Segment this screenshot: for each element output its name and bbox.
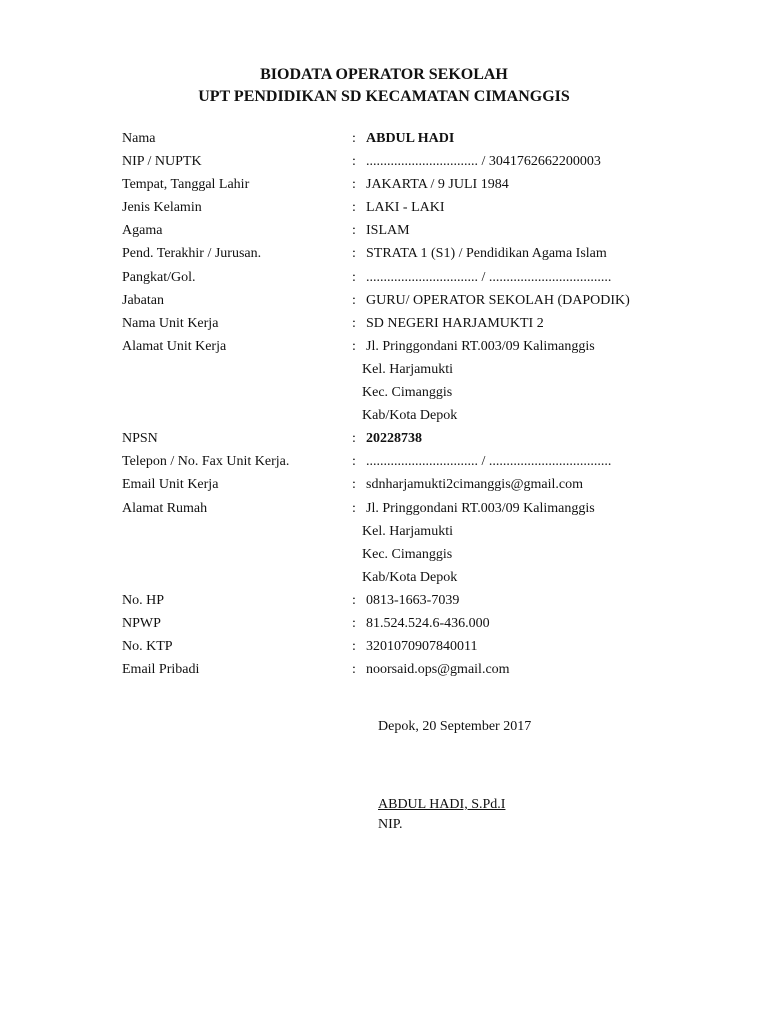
field-label: No. HP xyxy=(122,592,165,608)
field-value-continuation: Kec. Cimanggis xyxy=(362,385,453,401)
signatory-nip: NIP. xyxy=(378,817,403,832)
field-label: Nama Unit Kerja xyxy=(122,315,219,331)
field-colon: : xyxy=(352,338,356,354)
field-value: SD NEGERI HARJAMUKTI 2 xyxy=(366,315,544,331)
field-colon: : xyxy=(352,431,356,447)
field-colon: : xyxy=(352,246,356,262)
field-label: Jabatan xyxy=(122,292,164,308)
field-label: NPSN xyxy=(122,431,158,447)
field-colon: : xyxy=(352,662,356,678)
signatory-name: ABDUL HADI, S.Pd.I xyxy=(378,797,506,812)
field-label: Alamat Rumah xyxy=(122,500,208,516)
field-row xyxy=(122,312,682,335)
field-label: Pangkat/Gol. xyxy=(122,269,196,285)
field-colon: : xyxy=(352,131,356,146)
field-value: ................................ / ................................... xyxy=(366,269,612,285)
field-label: Email Unit Kerja xyxy=(122,477,219,493)
place-date: Depok, 20 September 2017 xyxy=(378,719,532,734)
field-label: Email Pribadi xyxy=(122,662,200,678)
field-label: Agama xyxy=(122,223,163,239)
field-value: ABDUL HADI xyxy=(366,131,455,146)
field-row xyxy=(122,289,682,312)
field-value: LAKI - LAKI xyxy=(366,200,445,216)
field-row-continuation xyxy=(122,404,682,427)
field-row-continuation xyxy=(122,358,682,381)
field-value: Jl. Pringgondani RT.003/09 Kalimanggis xyxy=(366,500,595,516)
field-value: JAKARTA / 9 JULI 1984 xyxy=(366,177,509,193)
field-value-continuation: Kel. Harjamukti xyxy=(362,361,453,377)
field-row xyxy=(122,635,682,658)
field-colon: : xyxy=(352,223,356,239)
field-row xyxy=(122,173,682,196)
field-label: Tempat, Tanggal Lahir xyxy=(122,177,250,193)
field-value: STRATA 1 (S1) / Pendidikan Agama Islam xyxy=(366,246,607,262)
field-row xyxy=(122,266,682,289)
field-row xyxy=(122,335,682,358)
field-value-continuation: Kel. Harjamukti xyxy=(362,523,453,539)
field-label: Pend. Terakhir / Jurusan. xyxy=(122,246,262,262)
field-label: NPWP xyxy=(122,615,161,631)
field-row xyxy=(122,150,682,173)
document-title: BIODATA OPERATOR SEKOLAH xyxy=(260,66,508,83)
field-value-continuation: Kab/Kota Depok xyxy=(362,569,458,585)
field-colon: : xyxy=(352,500,356,516)
field-colon: : xyxy=(352,292,356,308)
field-label: Jenis Kelamin xyxy=(122,200,202,216)
field-row xyxy=(122,242,682,265)
field-row xyxy=(122,497,682,520)
field-row xyxy=(122,473,682,496)
field-value: ................................ / ................................... xyxy=(366,454,612,470)
field-colon: : xyxy=(352,454,356,470)
field-row xyxy=(122,127,682,150)
field-value: ................................ / 3041762662200003 xyxy=(366,154,601,170)
field-colon: : xyxy=(352,269,356,285)
field-value-continuation: Kec. Cimanggis xyxy=(362,546,453,562)
biodata-fields xyxy=(122,127,682,681)
field-row xyxy=(122,196,682,219)
field-row-continuation xyxy=(122,520,682,543)
field-row xyxy=(122,612,682,635)
field-label: No. KTP xyxy=(122,639,173,655)
field-value: sdnharjamukti2cimanggis@gmail.com xyxy=(366,477,584,493)
field-label: Nama xyxy=(122,131,156,146)
field-colon: : xyxy=(352,615,356,631)
field-colon: : xyxy=(352,154,356,170)
field-colon: : xyxy=(352,177,356,193)
field-value: ISLAM xyxy=(366,223,410,239)
field-row xyxy=(122,427,682,450)
field-value: GURU/ OPERATOR SEKOLAH (DAPODIK) xyxy=(366,292,630,308)
field-colon: : xyxy=(352,477,356,493)
field-colon: : xyxy=(352,592,356,608)
field-colon: : xyxy=(352,200,356,216)
field-value: Jl. Pringgondani RT.003/09 Kalimanggis xyxy=(366,338,595,354)
field-value: noorsaid.ops@gmail.com xyxy=(366,662,510,678)
field-value: 20228738 xyxy=(366,431,422,447)
field-row xyxy=(122,219,682,242)
field-row xyxy=(122,658,682,681)
field-row-continuation xyxy=(122,543,682,566)
field-value: 3201070907840011 xyxy=(366,639,478,655)
field-label: Alamat Unit Kerja xyxy=(122,338,227,354)
field-colon: : xyxy=(352,315,356,331)
field-value: 0813-1663-7039 xyxy=(366,592,460,608)
field-value: 81.524.524.6-436.000 xyxy=(366,615,490,631)
field-row xyxy=(122,589,682,612)
field-colon: : xyxy=(352,639,356,655)
document-subtitle: UPT PENDIDIKAN SD KECAMATAN CIMANGGIS xyxy=(198,88,570,105)
field-label: NIP / NUPTK xyxy=(122,154,202,170)
field-row-continuation xyxy=(122,566,682,589)
field-row xyxy=(122,450,682,473)
field-value-continuation: Kab/Kota Depok xyxy=(362,408,458,424)
field-row-continuation xyxy=(122,381,682,404)
field-label: Telepon / No. Fax Unit Kerja. xyxy=(122,454,290,470)
